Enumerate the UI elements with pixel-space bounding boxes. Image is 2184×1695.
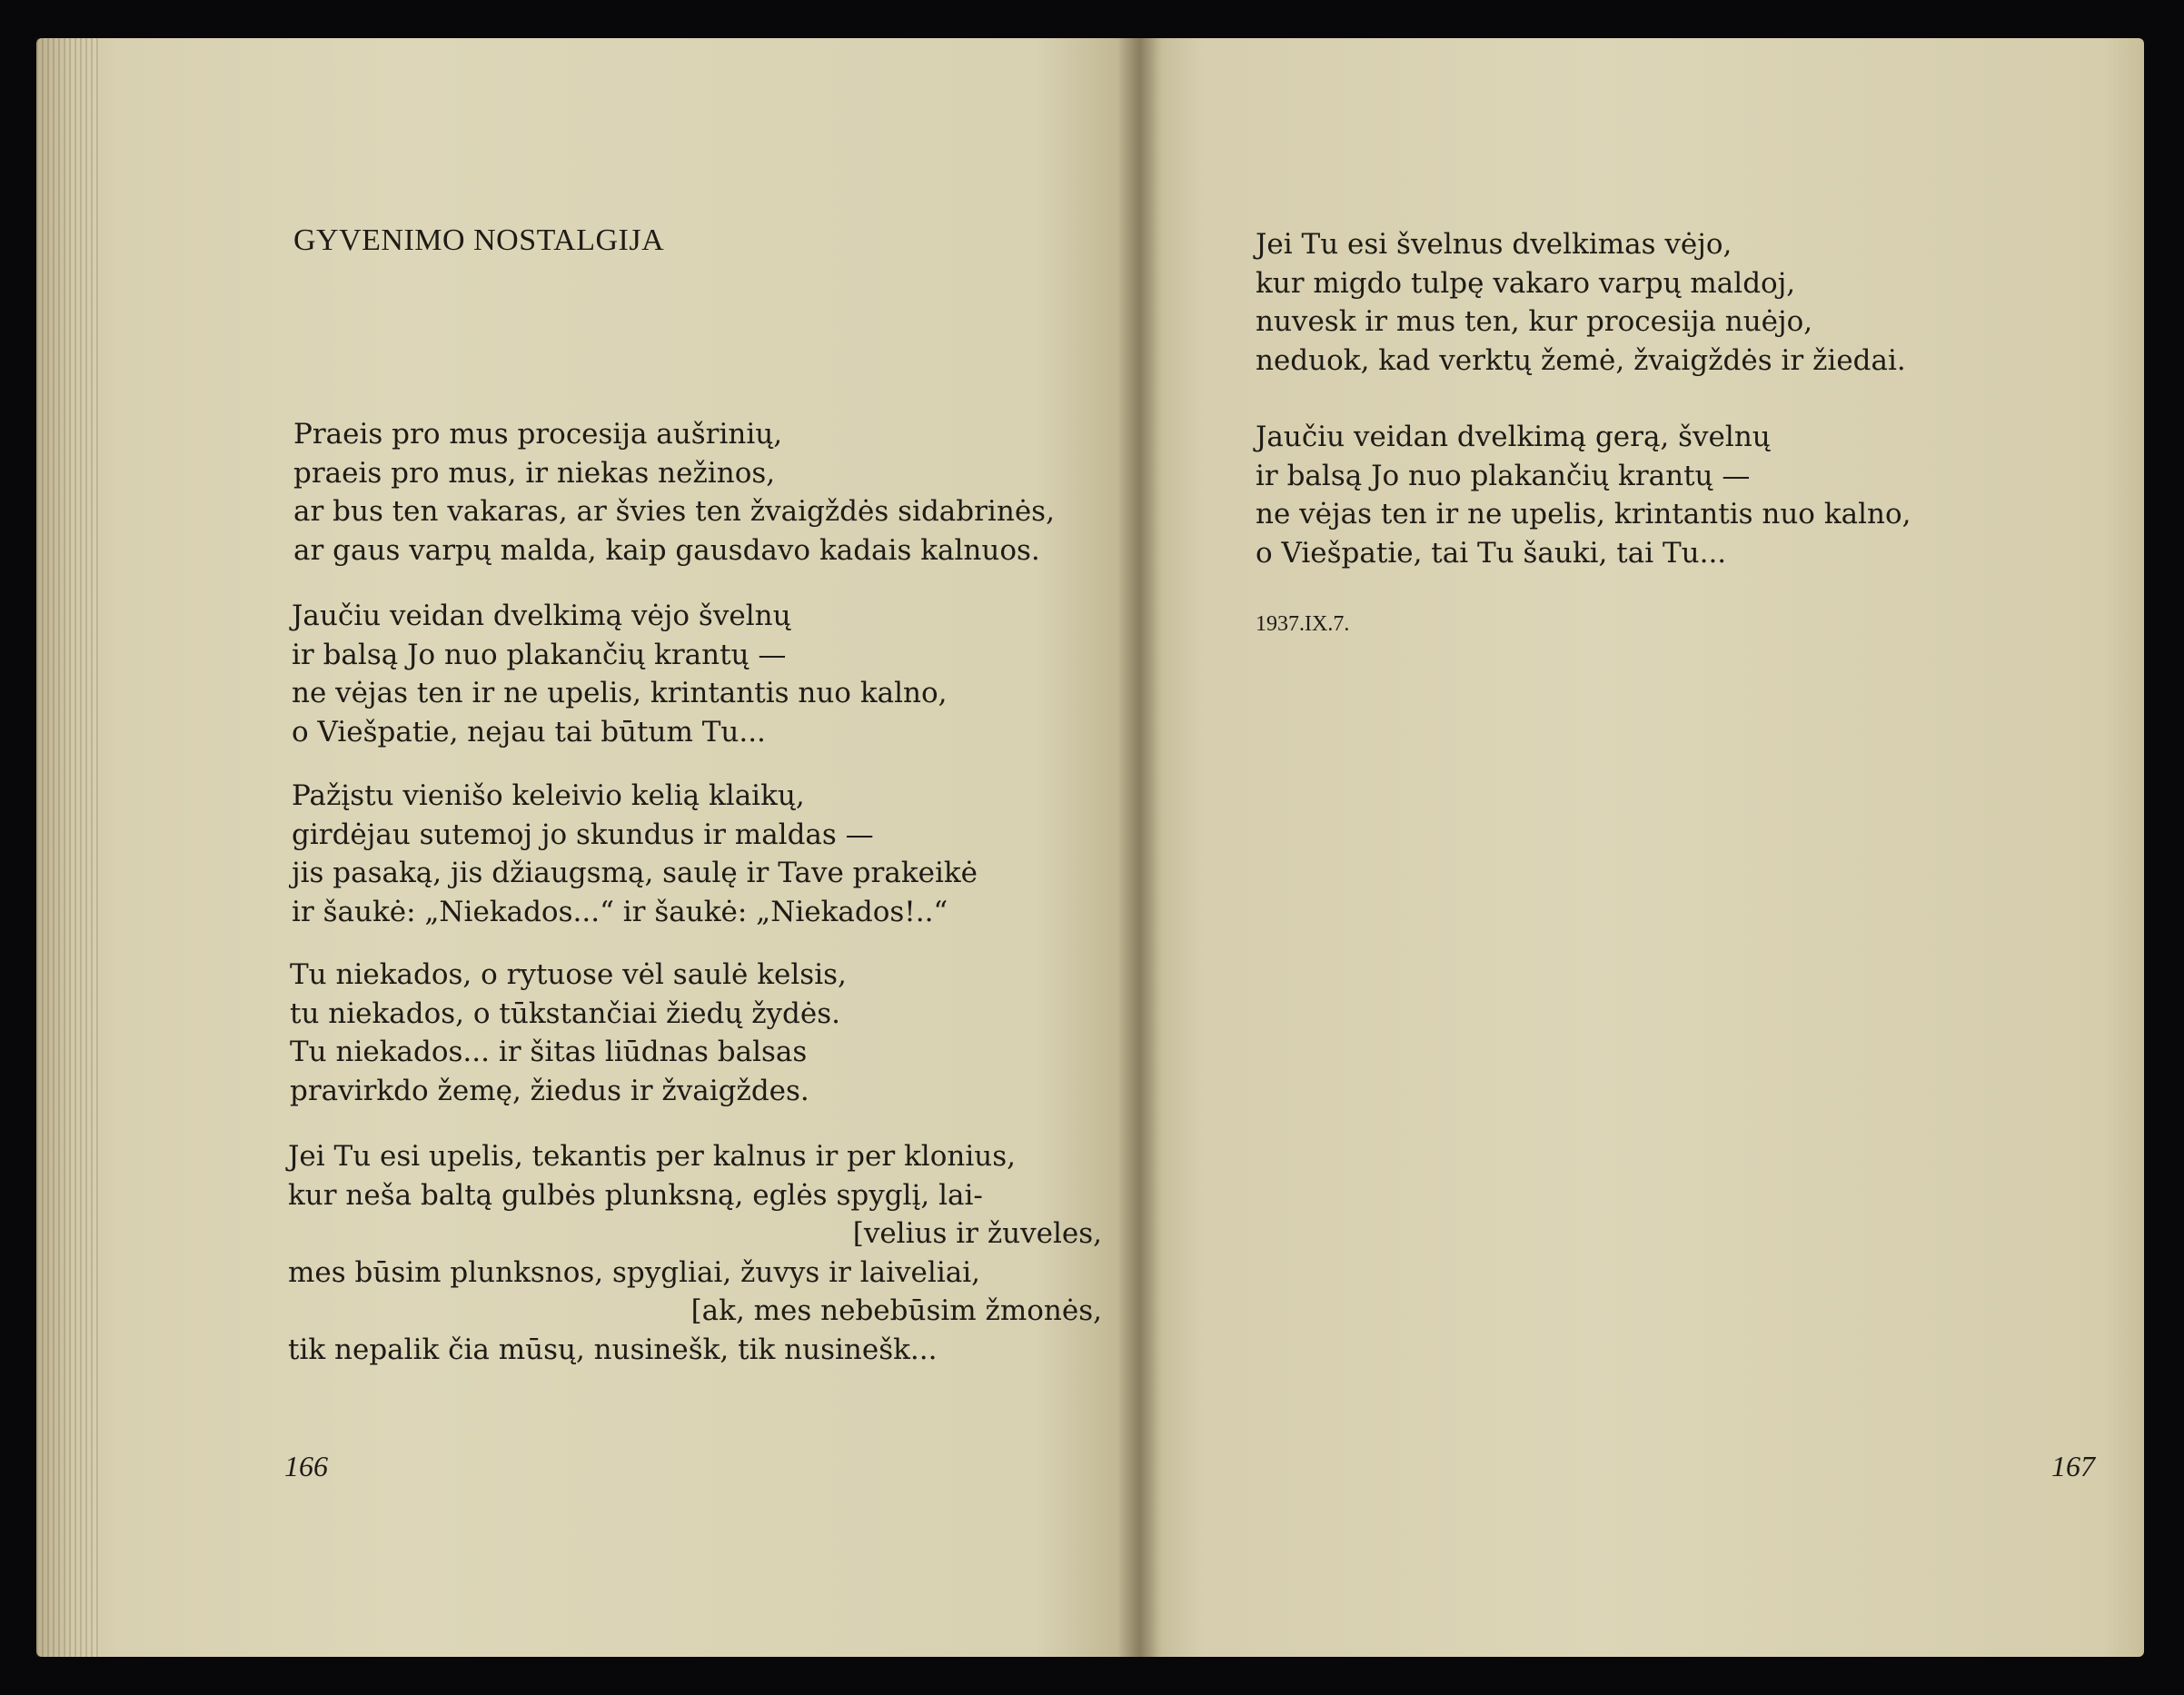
open-book [36, 38, 2144, 1657]
stanza-5 [288, 1137, 1102, 1369]
left-page [36, 38, 1139, 1657]
stanza-7 [1256, 418, 2073, 572]
stanza-6 [1256, 225, 2073, 380]
poem-line: Tu niekados, o rytuose vėl saulė kelsis, [290, 958, 847, 991]
page-number-left: 166 [284, 1450, 328, 1482]
stanza-2 [292, 597, 1109, 751]
poem-line: tu niekados, o tūkstančiai žiedų žydės. [290, 996, 841, 1030]
stanza-4 [290, 956, 1107, 1110]
poem-line: ne vėjas ten ir ne upelis, krintantis nuo kalno, [292, 677, 948, 709]
poem-line: ar gaus varpų malda, kaip gausdavo kadais kalnuos. [293, 533, 1040, 567]
poem-line: o Viešpatie, nejau tai būtum Tu... [292, 715, 766, 748]
poem-line: Jei Tu esi upelis, tekantis per kalnus ir per klonius, [288, 1140, 1016, 1173]
poem-line-continuation: [ak, mes nebebūsim žmonės, [690, 1294, 1102, 1327]
poem-line: Jaučiu veidan dvelkimą vėjo švelnų [292, 600, 791, 632]
poem-line: mes būsim plunksnos, spygliai, žuvys ir laiveliai, [288, 1255, 980, 1289]
poem-line: Jei Tu esi švelnus dvelkimas vėjo, [1256, 228, 1732, 261]
poem-line: Tu niekados... ir šitas liūdnas balsas [290, 1036, 808, 1068]
right-page [1139, 38, 2144, 1657]
poem-line: Pažįstu vienišo keleivio kelią klaikų, [292, 779, 805, 812]
poem-line: tik nepalik čia mūsų, nusinešk, tik nusinešk... [288, 1333, 938, 1366]
page-number-right: 167 [2051, 1450, 2095, 1482]
poem-line: neduok, kad verktų žemė, žvaigždės ir žiedai. [1256, 343, 1906, 377]
poem-line: ir balsą Jo nuo plakančių krantų — [292, 638, 787, 671]
poem-line: girdėjau sutemoj jo skundus ir maldas — [292, 818, 874, 851]
poem-line-continuation: [velius ir žuveles, [852, 1217, 1102, 1250]
stanza-3 [292, 777, 1109, 931]
poem-line: pravirkdo žemę, žiedus ir žvaigždes. [290, 1074, 809, 1107]
poem-date: 1937.IX.7. [1256, 612, 1350, 636]
poem-line: ne vėjas ten ir ne upelis, krintantis nuo kalno, [1256, 498, 1911, 530]
stanza-1 [293, 415, 1111, 570]
poem-line: praeis pro mus, ir niekas nežinos, [293, 456, 776, 490]
poem-title: GYVENIMO NOSTALGIJA [293, 223, 665, 257]
poem-line: o Viešpatie, tai Tu šauki, tai Tu... [1256, 536, 1727, 570]
poem-line: Praeis pro mus procesija aušrinių, [293, 418, 783, 451]
poem-line: ar bus ten vakaras, ar švies ten žvaigždės sidabrinės, [293, 495, 1055, 528]
poem-line: kur neša baltą gulbės plunksną, eglės spyglį, lai- [288, 1178, 983, 1212]
poem-line: kur migdo tulpę vakaro varpų maldoj, [1256, 266, 1796, 300]
poem-line: jis pasaką, jis džiaugsmą, saulę ir Tave prakeikė [292, 857, 978, 889]
poem-line: Jaučiu veidan dvelkimą gerą, švelnų [1256, 421, 1771, 453]
poem-line: ir balsą Jo nuo plakančių krantų — [1256, 459, 1751, 492]
poem-line: nuvesk ir mus ten, kur procesija nuėjo, [1256, 305, 1813, 338]
poem-line: ir šaukė: „Niekados...“ ir šaukė: „Niekados!..“ [292, 895, 948, 928]
